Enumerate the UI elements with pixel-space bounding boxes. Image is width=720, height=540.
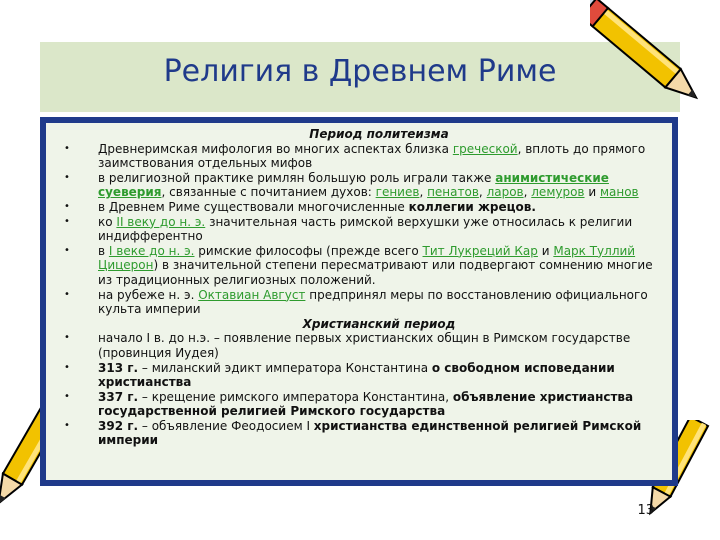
link-2nd-century-bc[interactable]: II веку до н. э. xyxy=(116,214,206,229)
list-item: • Древнеримская мифология во многих аспектах близка греческой, вплоть до прямого заимствования отдельных мифов xyxy=(64,141,646,171)
list-item: • на рубеже н. э. Октавиан Август предпринял меры по восстановлению официального культа империи xyxy=(64,287,648,317)
link-animistic-superstitions[interactable]: анимистические суеверия xyxy=(98,170,609,200)
bullet: • xyxy=(64,200,70,212)
link-lucretius[interactable]: Тит Лукреций Кар xyxy=(422,243,538,258)
section-heading-polytheism: Период политеизма xyxy=(309,127,449,141)
content-box xyxy=(40,117,678,518)
bullet: • xyxy=(64,171,70,183)
section-heading-christian: Христианский период xyxy=(302,316,456,331)
bullet: • xyxy=(64,244,70,256)
link-genii[interactable]: гениев xyxy=(375,185,420,200)
slide-number: 13 xyxy=(637,503,654,518)
link-cicero[interactable]: Марк Туллий Цицерон xyxy=(98,243,636,273)
list-item: • 337 г. – крещение римского императора Константина, объявление христианства государственной религией Римского государства xyxy=(64,389,634,419)
list-item: • в религиозной практике римлян большую роль играли также анимистические суеверия, связанные с почитанием духов: гениев, пенатов, ларов, лемуров и манов xyxy=(64,170,639,200)
link-lemures[interactable]: лемуров xyxy=(531,185,585,200)
pencil-top-right-decoration xyxy=(590,0,720,120)
bullet: • xyxy=(64,332,70,344)
link-manes[interactable]: манов xyxy=(599,185,639,200)
bullet: • xyxy=(64,288,70,300)
list-item: • ко II веку до н. э. значительная часть римской верхушки уже относилась к религии индифферентно xyxy=(64,214,633,244)
link-penates[interactable]: пенатов xyxy=(427,185,479,200)
slide-title: Религия в Древнем Риме xyxy=(163,54,557,89)
list-item: • в Древнем Риме существовали многочисленные коллегии жрецов. xyxy=(64,199,536,214)
list-item: • в I веке до н. э. римские философы (прежде всего Тит Лукреций Кар и Марк Туллий Цицерон) в значительной степени пересматривают или подвергают сомнению многие из традиционных религиозных положений. xyxy=(64,243,653,287)
bullet: • xyxy=(64,215,70,227)
bullet: • xyxy=(64,390,70,402)
link-lares[interactable]: ларов xyxy=(486,185,524,200)
list-item: • 313 г. – миланский эдикт императора Константина о свободном исповедании христианства xyxy=(64,360,615,390)
bullet: • xyxy=(64,361,70,373)
bullet: • xyxy=(64,419,70,431)
slide-text xyxy=(64,127,660,448)
link-greek[interactable]: греческой xyxy=(452,141,518,156)
list-item: • начало I в. до н.э. – появление первых христианских общин в Римском государстве (провинция Иудея) xyxy=(64,331,631,360)
link-1st-century-bc[interactable]: I веке до н. э. xyxy=(108,243,195,258)
bullet: • xyxy=(64,142,70,154)
list-item: • 392 г. – объявление Феодосием I христианства единственной религией Римской империи xyxy=(64,418,642,448)
link-octavian-augustus[interactable]: Октавиан Август xyxy=(198,287,306,302)
